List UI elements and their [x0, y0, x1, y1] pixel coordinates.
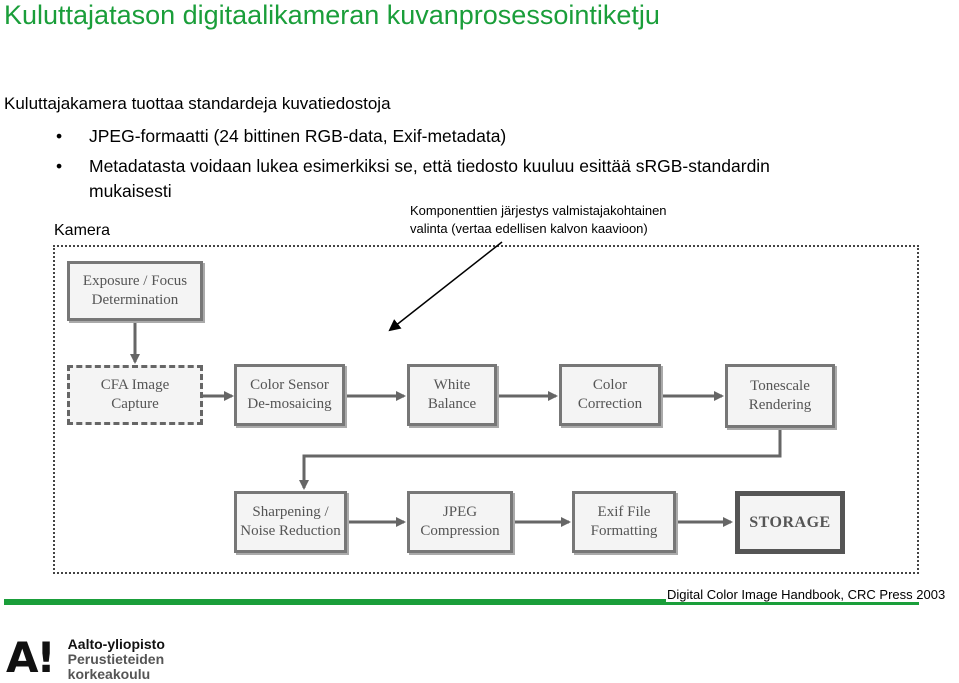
storage-box: STORAGE	[735, 491, 845, 554]
logo-text	[68, 637, 165, 682]
citation: Digital Color Image Handbook, CRC Press 2003	[667, 587, 946, 602]
box-label: Noise Reduction	[240, 523, 341, 539]
box-label: White	[433, 377, 471, 393]
box-label: Color Sensor	[250, 377, 329, 393]
logo-mark: A!	[6, 633, 54, 682]
box-label: Balance	[427, 396, 477, 412]
box-label: Exif File	[597, 504, 651, 520]
exposure-focus-box	[67, 261, 203, 321]
color-correction-box	[559, 364, 661, 426]
page-title: Kuluttajatason digitaalikameran kuvanprosessointiketju	[4, 0, 660, 30]
color-sensor-box	[234, 364, 345, 426]
annotation-line: Komponenttien järjestys valmistajakohtainen	[410, 203, 667, 218]
box-label: JPEG	[442, 504, 478, 520]
sharpening-box	[234, 491, 347, 553]
bullet-text: mukaisesti	[89, 181, 172, 201]
box-label: CFA Image	[100, 377, 170, 393]
box-label: Exposure / Focus	[82, 273, 188, 289]
bullet-text: Metadatasta voidaan lukea esimerkiksi se, että tiedosto kuuluu esittää sRGB-standardin	[89, 156, 770, 176]
exif-formatting-box	[572, 491, 676, 553]
box-label: Capture	[111, 396, 159, 412]
camera-label: Kamera	[54, 222, 111, 239]
bullet-dot-icon: •	[56, 156, 63, 176]
box-label: Determination	[91, 292, 179, 308]
logo-line: Perustieteiden	[67, 651, 165, 667]
bullet-dot-icon: •	[56, 126, 63, 146]
box-label: Sharpening /	[252, 504, 329, 520]
flow-arrow	[304, 430, 780, 488]
tonescale-box	[725, 364, 835, 428]
bullet-text: JPEG-formaatti (24 bittinen RGB-data, Exif-metadata)	[89, 126, 507, 146]
box-label: Compression	[420, 523, 500, 539]
box-label: Color	[592, 377, 628, 393]
box-label: Rendering	[748, 397, 812, 413]
box-label: Tonescale	[750, 378, 810, 394]
aalto-logo	[6, 633, 165, 682]
box-label: Formatting	[590, 523, 658, 539]
cfa-capture-box	[67, 365, 203, 425]
box-label: De-mosaicing	[247, 396, 332, 412]
white-balance-box	[407, 364, 497, 426]
annotation-line: valinta (vertaa edellisen kalvon kaavioon)	[410, 221, 648, 236]
jpeg-compression-box	[407, 491, 513, 553]
logo-line: korkeakoulu	[67, 666, 151, 682]
intro-text: Kuluttajakamera tuottaa standardeja kuvatiedostoja	[4, 94, 391, 113]
annotation-arrow	[390, 242, 502, 330]
logo-line: Aalto-yliopisto	[67, 636, 165, 652]
box-label: Correction	[577, 396, 643, 412]
